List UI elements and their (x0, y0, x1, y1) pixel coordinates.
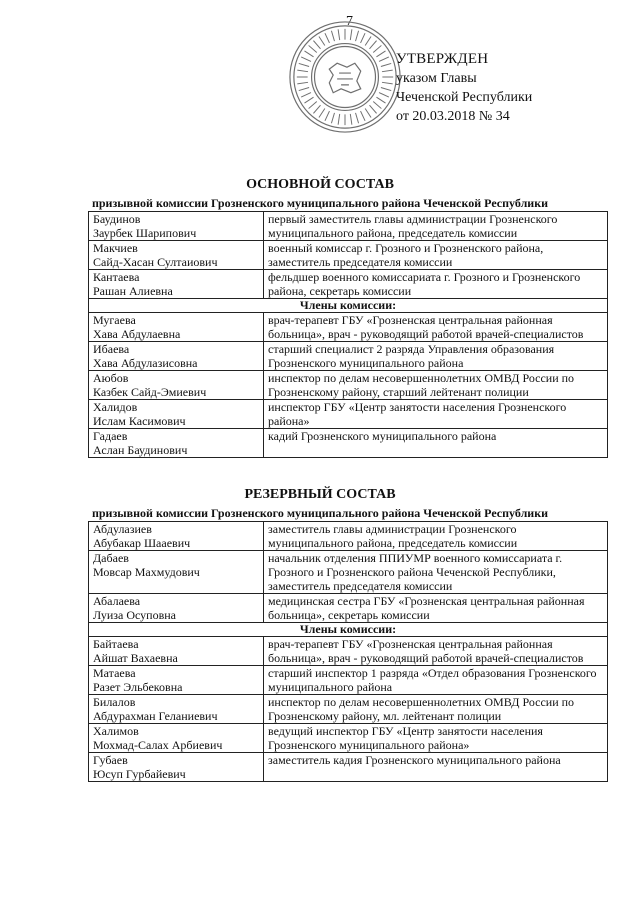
member-name-cell (89, 313, 264, 342)
seal-lettering-mark (299, 88, 309, 91)
members-label: Члены комиссии: (89, 623, 608, 637)
member-given-names: Аслан Баудинович (93, 443, 188, 457)
member-role-cell: ведущий инспектор ГБУ «Центр занятости населения Грозненского муниципального района» (264, 724, 608, 753)
member-name-cell (89, 371, 264, 400)
table-row (89, 522, 608, 551)
seal-lettering-mark (313, 41, 320, 49)
member-role-cell: инспектор по делам несовершеннолетних ОМВД России по Грозненскому району, мл. лейтенант полиции (264, 695, 608, 724)
reserve-subtitle: призывной комиссии Грозненского муниципального района Чеченской Республики (91, 506, 549, 520)
seal-lettering-mark (331, 113, 334, 123)
member-name-cell (89, 753, 264, 782)
seal-lettering-mark (381, 63, 391, 66)
seal-lettering-mark (325, 111, 330, 121)
table-row (89, 342, 608, 371)
seal-lettering-mark (338, 114, 340, 125)
table-row (89, 594, 608, 623)
member-role-cell: старший специалист 2 разряда Управления образования Грозненского муниципального района (264, 342, 608, 371)
member-role-cell: начальник отделения ППИУМР военного комиссариата г. Грозного и Грозненского района Чеченской Республики, заместитель председателя комиссии (264, 551, 608, 594)
member-given-names: Абдурахман Геланиевич (93, 709, 218, 723)
seal-lettering-mark (376, 97, 385, 103)
seal-lettering-mark (373, 101, 381, 108)
seal-lettering-mark (369, 41, 376, 49)
member-surname: Халимов (93, 724, 139, 738)
member-surname: Матаева (93, 666, 136, 680)
reserve-composition-table (88, 521, 608, 782)
table-row (89, 695, 608, 724)
member-given-names: Ислам Касимович (93, 414, 186, 428)
member-name-cell (89, 429, 264, 458)
member-name-cell (89, 637, 264, 666)
member-given-names: Заурбек Шарипович (93, 226, 197, 240)
seal-lettering-mark (299, 63, 309, 66)
seal-lettering-mark (365, 36, 371, 45)
seal-lettering-mark (369, 105, 376, 113)
member-surname: Макчиев (93, 241, 138, 255)
member-surname: Губаев (93, 753, 128, 767)
member-role-cell: медицинская сестра ГБУ «Грозненская центральная районная больница», секретарь комиссии (264, 594, 608, 623)
seal-lettering-mark (301, 93, 311, 98)
member-name-cell (89, 695, 264, 724)
member-surname: Билалов (93, 695, 136, 709)
seal-lettering-mark (356, 113, 359, 123)
member-given-names: Разет Эльбековна (93, 680, 183, 694)
reserve-title: РЕЗЕРВНЫЙ СОСТАВ (244, 487, 396, 502)
seal-lettering-mark (365, 108, 371, 117)
main-title: ОСНОВНОЙ СОСТАВ (246, 177, 394, 192)
seal-lettering-mark (309, 101, 317, 108)
member-role-cell: инспектор ГБУ «Центр занятости населения Грозненского района» (264, 400, 608, 429)
table-row (89, 724, 608, 753)
seal-lettering-mark (309, 45, 317, 52)
table-row (89, 270, 608, 299)
seal-lettering-mark (350, 114, 352, 125)
seal-lettering-mark (313, 105, 320, 113)
member-role-cell: военный комиссар г. Грозного и Грозненского района, заместитель председателя комиссии (264, 241, 608, 270)
seal-lettering-mark (304, 97, 313, 103)
members-header-row (89, 299, 608, 313)
member-given-names: Хава Абдулаевна (93, 327, 181, 341)
seal-lettering-mark (379, 57, 389, 62)
member-role-cell: первый заместитель главы администрации Грозненского муниципального района, председатель комиссии (264, 212, 608, 241)
seal-lettering-mark (382, 82, 393, 84)
seal-lettering-mark (304, 51, 313, 57)
seal-lettering-mark (373, 45, 381, 52)
member-name-cell (89, 342, 264, 371)
approval-block (396, 50, 532, 126)
approval-line: указом Главы (396, 71, 477, 86)
seal-lettering-mark (301, 57, 311, 62)
seal-lettering-mark (350, 29, 352, 40)
table-row (89, 400, 608, 429)
member-surname: Мугаева (93, 313, 136, 327)
page-number: 7 (346, 14, 353, 29)
member-surname: Халидов (93, 400, 138, 414)
seal-lettering-mark (331, 31, 334, 41)
member-surname: Дабаев (93, 551, 129, 565)
member-role-cell: врач-терапевт ГБУ «Грозненская центральная районная больница», врач - руководящий работой врачей-специалистов (264, 637, 608, 666)
seal-lettering-mark (379, 93, 389, 98)
seal-lettering-mark (319, 36, 325, 45)
member-given-names: Луиза Осуповна (93, 608, 176, 622)
table-row (89, 753, 608, 782)
member-given-names: Юсуп Гурбайевич (93, 767, 186, 781)
approval-line: Чеченской Республики (396, 90, 533, 105)
reserve-section-title (0, 487, 640, 521)
table-row (89, 429, 608, 458)
table-row (89, 666, 608, 695)
member-name-cell (89, 400, 264, 429)
seal-lettering-mark (361, 33, 366, 43)
member-name-cell (89, 666, 264, 695)
main-composition-table (88, 211, 608, 458)
approval-heading: УТВЕРЖДЕН (396, 51, 489, 67)
main-subtitle: призывной комиссии Грозненского муниципального района Чеченской Республики (91, 196, 549, 210)
member-role-cell: заместитель кадия Грозненского муниципального района (264, 753, 608, 782)
approval-date-number: от 20.03.2018 № 34 (396, 109, 510, 124)
member-surname: Баудинов (93, 212, 141, 226)
member-role-cell: заместитель главы администрации Грозненского муниципального района, председатель комиссии (264, 522, 608, 551)
seal-lettering-mark (338, 29, 340, 40)
member-name-cell (89, 594, 264, 623)
table-row (89, 212, 608, 241)
member-name-cell (89, 551, 264, 594)
member-surname: Аюбов (93, 371, 129, 385)
member-surname: Абалаева (93, 594, 141, 608)
seal-lettering-mark (361, 111, 366, 121)
member-role-cell: фельдшер военного комиссариата г. Грозного и Грозненского района, секретарь комиссии (264, 270, 608, 299)
member-given-names: Рашан Алиевна (93, 284, 173, 298)
member-surname: Ибаева (93, 342, 130, 356)
member-name-cell (89, 724, 264, 753)
member-name-cell (89, 241, 264, 270)
member-given-names: Мохмад-Салах Арбиевич (93, 738, 223, 752)
member-surname: Кантаева (93, 270, 140, 284)
member-given-names: Абубакар Шааевич (93, 536, 191, 550)
member-given-names: Казбек Сайд-Эмиевич (93, 385, 207, 399)
members-header-row (89, 623, 608, 637)
seal-lettering-mark (297, 82, 308, 84)
table-row (89, 241, 608, 270)
table-row (89, 637, 608, 666)
seal-lettering-mark (376, 51, 385, 57)
member-role-cell: кадий Грозненского муниципального района (264, 429, 608, 458)
table-row (89, 371, 608, 400)
official-seal (286, 18, 404, 136)
member-name-cell (89, 522, 264, 551)
member-role-cell: врач-терапевт ГБУ «Грозненская центральная районная больница», врач - руководящий работой врачей-специалистов (264, 313, 608, 342)
main-section-title (0, 177, 640, 211)
table-row (89, 313, 608, 342)
member-given-names: Мовсар Махмудович (93, 565, 200, 579)
member-surname: Гадаев (93, 429, 128, 443)
seal-lettering-mark (356, 31, 359, 41)
member-given-names: Сайд-Хасан Султаиович (93, 255, 218, 269)
table-row (89, 551, 608, 594)
members-label: Члены комиссии: (89, 299, 608, 313)
member-given-names: Хава Абдулазисовна (93, 356, 198, 370)
member-surname: Байтаева (93, 637, 139, 651)
seal-lettering-mark (297, 70, 308, 72)
member-given-names: Айшат Вахаевна (93, 651, 178, 665)
seal-lettering-mark (381, 88, 391, 91)
seal-lettering-mark (319, 108, 325, 117)
seal-lettering-mark (325, 33, 330, 43)
seal-lettering-mark (382, 70, 393, 72)
member-name-cell (89, 270, 264, 299)
member-name-cell (89, 212, 264, 241)
member-surname: Абдулазиев (93, 522, 152, 536)
member-role-cell: старший инспектор 1 разряда «Отдел образования Грозненского муниципального района (264, 666, 608, 695)
member-role-cell: инспектор по делам несовершеннолетних ОМВД России по Грозненскому району, старший лейтенант полиции (264, 371, 608, 400)
